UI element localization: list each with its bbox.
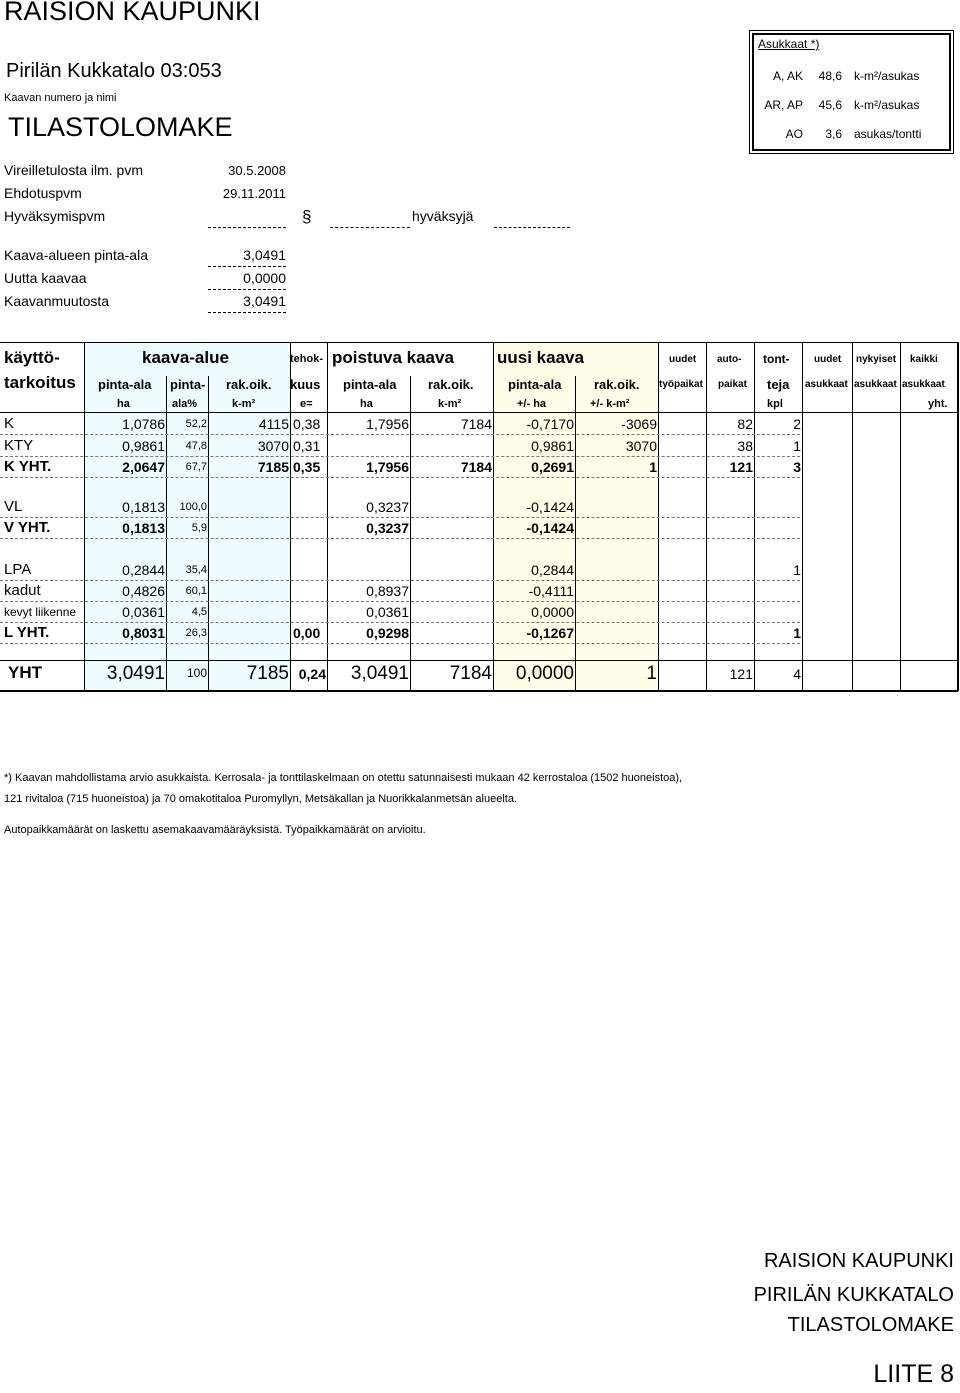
cell-p-ha: 1,7956 (366, 416, 409, 432)
hdr-poistuva: poistuva kaava (332, 348, 454, 367)
residents-row-label: AR, AP (764, 98, 803, 112)
cell-u-ha: -0,1424 (526, 520, 574, 536)
plan-subtitle: Kaavan numero ja nimi (4, 92, 117, 104)
hdr-pm-km2: +/- k-m² (590, 398, 630, 410)
cell-e: 0,38 (293, 416, 321, 432)
hdr-pinta-ala-p: pinta-ala (343, 377, 397, 392)
hdr-yht: yht. (928, 398, 948, 410)
total-cell-ka-ha: 3,0491 (106, 663, 165, 684)
cell-uudet: 1 (793, 625, 801, 641)
hdr-asukkaat: asukkaat (854, 379, 897, 390)
cell-tont: 121 (729, 459, 753, 475)
col-line (658, 342, 659, 690)
row-label: VL (4, 498, 23, 515)
hdr-ha: ha (117, 398, 130, 410)
residents-row (754, 69, 949, 85)
residents-row-unit: k-m²/asukas (854, 98, 920, 112)
cell-tont: 82 (737, 416, 753, 432)
cell-ka-pct: 67,7 (185, 461, 207, 473)
uutta-label: Uutta kaavaa (4, 270, 87, 286)
hdr-pinta-ala-u: pinta-ala (508, 377, 562, 392)
cell-u-ha: 0,2691 (531, 459, 574, 475)
row-separator (0, 517, 800, 518)
hdr-nykyiset: nykyiset (856, 354, 897, 365)
residents-row-unit: k-m²/asukas (854, 69, 920, 83)
cell-p-ha: 0,3237 (366, 499, 409, 515)
total-top-line (0, 660, 958, 661)
total-cell-u-ha: 0,0000 (515, 663, 574, 684)
cell-ka-pct: 60,1 (185, 585, 207, 597)
cell-ka-ha: 1,0786 (122, 416, 165, 432)
cell-p-ha: 1,7956 (366, 459, 409, 475)
row-label: L YHT. (4, 624, 50, 641)
hyvaksyja-label: hyväksyjä (412, 208, 474, 224)
footer-city: RAISION KAUPUNKI (763, 1250, 954, 1272)
residents-row (754, 98, 949, 114)
row-label: kadut (4, 582, 41, 599)
cell-ka-ha: 0,0361 (122, 604, 165, 620)
col-line (706, 342, 707, 690)
col-line (327, 342, 328, 690)
total-cell-ka-km2: 7185 (246, 663, 289, 684)
hyvaksymis-label: Hyväksymispvm (4, 208, 106, 224)
city-title: RAISION KAUPUNKI (4, 0, 261, 26)
hyvaksyja-line (494, 227, 570, 228)
cell-ka-pct: 4,5 (191, 606, 207, 618)
hdr-kpl: kpl (767, 398, 783, 410)
plan-name: Pirilän Kukkatalo 03:053 (6, 60, 222, 82)
cell-uudet: 3 (793, 459, 801, 475)
table-header-line (0, 412, 958, 413)
hdr-pinta-ala: pinta-ala (98, 377, 152, 392)
cell-p-ha: 0,0361 (366, 604, 409, 620)
residents-box-title: Asukkaat *) (758, 37, 820, 51)
total-cell-p-km2: 7184 (449, 663, 492, 684)
cell-e: 0,00 (293, 625, 321, 641)
cell-uudet: 1 (793, 438, 801, 454)
total-label: YHT (8, 663, 42, 682)
footer-project: PIRILÄN KUKKATALO (753, 1284, 954, 1306)
cell-p-km2: 7184 (460, 459, 492, 475)
cell-ka-ha: 0,1813 (122, 520, 165, 536)
hdr-kaikki: kaikki (910, 354, 938, 365)
row-separator (0, 477, 800, 478)
cell-ka-ha: 0,2844 (122, 562, 165, 578)
cell-p-ha: 0,3237 (366, 520, 409, 536)
cell-p-ha: 0,8937 (366, 583, 409, 599)
vireille-value: 30.5.2008 (228, 163, 286, 178)
col-line (900, 342, 901, 690)
cell-ka-ha: 0,1813 (122, 499, 165, 515)
hdr-e: e= (300, 398, 313, 410)
cell-ka-ha: 0,9861 (122, 438, 165, 454)
row-label: KTY (4, 437, 34, 454)
cell-u-ha: -0,1424 (526, 499, 574, 515)
total-cell-ka-pct: 100 (186, 666, 207, 680)
table-bottom-line (0, 690, 958, 692)
hdr-uudet2: uudet (814, 354, 842, 365)
alue-label: Kaava-alueen pinta-ala (4, 247, 148, 263)
footer-form: TILASTOLOMAKE (787, 1314, 954, 1336)
row-separator (0, 456, 800, 457)
cell-u-ha: -0,4111 (528, 583, 574, 599)
muutos-label: Kaavanmuutosta (4, 293, 110, 309)
cell-ka-ha: 0,8031 (122, 625, 165, 641)
cell-u-km2: 1 (649, 459, 657, 475)
cell-ka-pct: 100,0 (179, 501, 207, 513)
row-separator (0, 622, 800, 623)
hdr-uudet: uudet (669, 354, 697, 365)
cell-ka-ha: 0,4826 (122, 583, 165, 599)
hdr-pm-ha: +/- ha (517, 398, 547, 410)
note-line-1: *) Kaavan mahdollistama arvio asukkaista. Kerrosala- ja tonttilaskelmaan on otettu satunnaisesti mukaan 42 kerrostaloa (1502 huoneistoa), (4, 772, 683, 784)
hdr-asukkaat: asukkaat (902, 379, 945, 390)
cell-ka-pct: 47,8 (185, 440, 207, 452)
col-line (290, 342, 291, 690)
hdr-paikat: paikat (718, 379, 747, 390)
residents-row-unit: asukas/tontti (854, 127, 922, 141)
cell-ka-km2: 3070 (257, 438, 289, 454)
note-line-2: 121 rivitaloa (715 huoneistoa) ja 70 omakotitaloa Puromyllyn, Metsäkallan ja Nuorikkalanmetsän alueelta. (4, 793, 518, 805)
cell-e: 0,35 (293, 459, 321, 475)
cell-u-ha: -0,1267 (526, 625, 574, 641)
total-cell-e: 0,24 (298, 666, 326, 682)
hdr-kaytto: käyttö- (4, 348, 60, 367)
residents-row-label: AO (785, 127, 803, 141)
hdr-ala-pct: ala% (172, 398, 198, 410)
cell-ka-pct: 26,3 (185, 627, 207, 639)
total-cell-uudet: 4 (793, 666, 801, 682)
col-line (84, 342, 85, 690)
row-label: LPA (4, 561, 32, 578)
cell-u-ha: 0,9861 (531, 438, 574, 454)
row-label: kevyt liikenne (4, 605, 77, 619)
form-title: TILASTOLOMAKE (8, 112, 233, 142)
hdr-tehok: tehok- (290, 353, 323, 365)
hdr-kuus: kuus (290, 377, 321, 392)
cell-ka-pct: 52,2 (185, 418, 207, 430)
hdr-km2: k-m² (232, 398, 256, 410)
uutta-line (208, 289, 286, 290)
hdr-ha-p: ha (360, 398, 373, 410)
cell-u-km2: 3070 (625, 438, 657, 454)
cell-p-ha: 0,9298 (366, 625, 409, 641)
muutos-value: 3,0491 (243, 293, 286, 309)
row-separator (0, 434, 800, 435)
cell-ka-pct: 5,9 (191, 522, 207, 534)
total-cell-tont: 121 (729, 666, 753, 682)
hdr-tyopaikat: työpaikat (659, 379, 703, 390)
residents-row-value: 3,6 (825, 127, 842, 141)
hdr-tont: tont- (763, 352, 790, 366)
cell-ka-km2: 4115 (258, 416, 289, 432)
muutos-line (208, 312, 286, 313)
row-label: V YHT. (4, 519, 51, 536)
cell-p-km2: 7184 (460, 416, 492, 432)
cell-ka-km2: 7185 (257, 459, 289, 475)
hyvaksymis-line (208, 227, 286, 228)
alue-value: 3,0491 (243, 247, 286, 263)
col-line (852, 342, 853, 690)
note-line-3: Autopaikkamäärät on laskettu asemakaavamääräyksistä. Työpaikkamäärät on arvioitu. (4, 824, 426, 836)
cell-ka-pct: 35,4 (185, 564, 207, 576)
ehdotus-label: Ehdotuspvm (4, 185, 82, 201)
hdr-rak-oik-u: rak.oik. (594, 377, 640, 392)
table-top-line (0, 342, 958, 343)
col-line (493, 342, 494, 690)
row-separator (0, 601, 800, 602)
alue-line (208, 266, 286, 267)
cell-u-km2: -3069 (621, 416, 657, 432)
uutta-value: 0,0000 (243, 270, 286, 286)
hdr-teja: teja (767, 377, 790, 392)
cell-tont: 38 (737, 438, 753, 454)
cell-u-ha: 0,2844 (531, 562, 574, 578)
residents-row-value: 45,6 (818, 98, 842, 112)
total-cell-p-ha: 3,0491 (350, 663, 409, 684)
row-separator (0, 580, 800, 581)
hdr-auto: auto- (717, 354, 742, 365)
residents-row-value: 48,6 (818, 69, 842, 83)
paragraph-mark: § (302, 207, 312, 226)
row-label: K (4, 415, 15, 432)
residents-row (754, 127, 949, 143)
hdr-uusi: uusi kaava (497, 348, 584, 367)
col-line (754, 342, 755, 690)
hdr-kaava-alue: kaava-alue (142, 348, 229, 367)
table-right-border (957, 342, 959, 691)
row-separator (0, 643, 800, 644)
cell-u-ha: 0,0000 (531, 604, 574, 620)
residents-box (752, 33, 951, 151)
cell-u-ha: -0,7170 (526, 416, 574, 432)
vireille-label: Vireilletulosta ilm. pvm (4, 162, 144, 178)
hdr-pinta: pinta- (170, 377, 206, 392)
row-separator (0, 538, 800, 539)
residents-row-label: A, AK (772, 69, 803, 83)
hdr-rak-oik: rak.oik. (226, 377, 272, 392)
cell-uudet: 1 (793, 562, 801, 578)
hdr-km2-p: k-m² (438, 398, 462, 410)
cell-ka-ha: 2,0647 (122, 459, 165, 475)
col-line (802, 342, 803, 690)
cell-uudet: 2 (793, 416, 801, 432)
hdr-rak-oik-p: rak.oik. (428, 377, 474, 392)
ehdotus-value: 29.11.2011 (222, 186, 286, 201)
cell-e: 0,31 (293, 438, 321, 454)
paragraph-line (330, 227, 410, 228)
hdr-tarkoitus: tarkoitus (4, 373, 76, 392)
row-label: K YHT. (4, 458, 52, 475)
hdr-asukkaat: asukkaat (805, 379, 848, 390)
total-cell-u-km2: 1 (646, 663, 657, 684)
footer-appendix: LIITE 8 (873, 1360, 954, 1388)
